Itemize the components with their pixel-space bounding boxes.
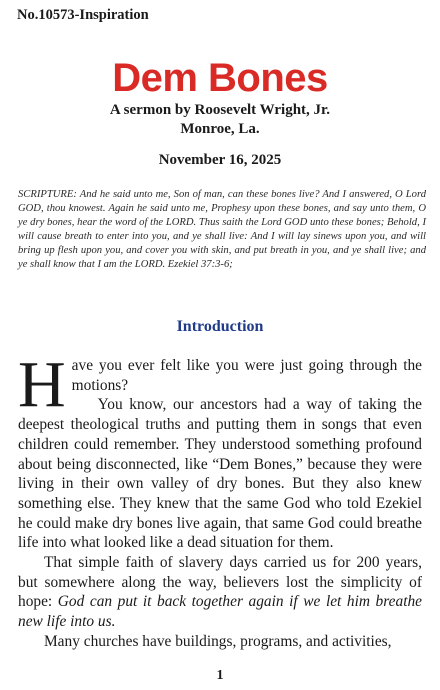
paragraph-1	[18, 348, 422, 421]
scripture-passage: SCRIPTURE: And he said unto me, Son of man, can these bones live? And I answered, O Lord GOD, thou knowest. Again he said unto me, Prophesy upon these bones, and say unto them, O ye dry bones, hear the word of the LORD. Thus saith the Lord GOD unto these bones; Behold, I will cause breath to enter into you, and ye shall live: And I will lay sinews upon you, and will bring up flesh upon you, and cover you with skin, and put breath in you, and ye shall live; and ye shall know that I am the LORD. Ezekiel 37:3-6;	[18, 189, 426, 270]
section-heading: Introduction	[176, 318, 264, 335]
document-serial: No.10573-Inspiration	[17, 7, 149, 23]
paragraph-3-text: That simple faith of slavery days carried us for 200 years, but somewhere along the way, believers lost the simplicity of hope:	[18, 554, 422, 611]
paragraph-1-text: ave you ever felt like you were just going through the motions?	[71, 357, 422, 394]
paragraph-4: Many churches have buildings, programs, and activities,	[44, 632, 392, 650]
sermon-title: Dem Bones	[112, 56, 328, 100]
page-number: 1	[216, 668, 224, 683]
author-line: A sermon by Roosevelt Wright, Jr.	[109, 102, 331, 118]
paragraph-3	[18, 553, 422, 632]
paragraph-3-emphasis: God can put it back together again if we let him breathe new life into us.	[18, 593, 423, 631]
drop-cap: H	[18, 348, 66, 421]
paragraph-2: You know, our ancestors had a way of taking the deepest theological truths and putting them in songs that even children could remember. They understood something profound about being disconnected, like “Dem Bones,” because they were living in their own valley of dry bones. But they also knew something else. They knew that the same God who told Ezekiel he could make dry bones live again, that same God could breathe life into what looked like a dead situation for them.	[18, 396, 422, 552]
location-line: Monroe, La.	[180, 121, 260, 137]
byline	[0, 101, 440, 139]
sermon-date: November 16, 2025	[158, 152, 282, 168]
sermon-body	[18, 348, 423, 652]
